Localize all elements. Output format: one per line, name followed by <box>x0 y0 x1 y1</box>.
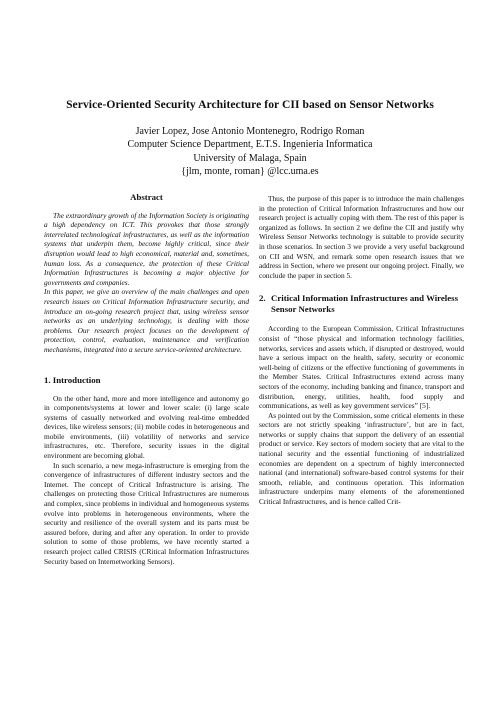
section2-paragraph-2: As pointed out by the Commission, some critical elements in these sectors are not strictly speaking ‘infrastructure’, but are in fact, networks or supply chains that support the delivery of an essential product or service. Key sectors of modern society that are vital to the national security and the essential functioning of industrialized economies are dependent on a spectrum of highly interconnected national (and international) software-based control systems for their smooth, reliable, and continuous operation. This information infrastructure underpins many elements of the aforementioned Critical Infrastructures, and is hence called Crit- <box>259 410 465 507</box>
left-column <box>44 193 249 566</box>
section-heading-introduction: 1. Introduction <box>44 374 101 385</box>
abstract-paragraph-2: In this paper, we give an overview of the main challenges and open research issues on Critical Information Infrastructure security, and introduce an on-going research project that, using wireless sensor networks as an underlying technology, is dealing with those problems. Our research project focuses on the development of protection, control, evaluation, maintenance and verification mechanisms, integrated into a secure service-oriented architecture. <box>44 287 249 354</box>
section-heading-2 <box>259 293 464 315</box>
intro-paragraph-3: Thus, the purpose of this paper is to introduce the main challenges in the protection of Critical Information Infrastructures and how our research project is actually coping with them. The rest of this paper is organized as follows. In section 2 we define the CII and justify why Wireless Sensor Networks technology is suitable to provide security in those scenarios. In section 3 we provide a very useful background on CII and WSN, and remark some open research issues that we address in Section, where we present our ongoing project. Finally, we conclude the paper in section 5. <box>259 194 464 280</box>
author-emails: {jlm, monte, roman} @lcc.uma.es <box>181 166 319 178</box>
section-2-title: Critical Information Infrastructures and Wireless Sensor Networks <box>271 293 459 315</box>
right-column <box>259 194 464 507</box>
paper-title: Service-Oriented Security Architecture for CII based on Sensor Networks <box>66 98 434 111</box>
abstract-paragraph-1: The extraordinary growth of the Information Society is originating a high dependency on ICT. This provokes that those strongly interrelated technological infrastructures, as well as the information systems that underpin them, become highly critical, since their disruption would lead to high economical, material and, sometimes, human loss. As a consequence, the protection of these Critical Information Infrastructures is becoming a major objective for governments and companies. <box>44 210 249 287</box>
author-university: University of Malaga, Spain <box>193 152 307 164</box>
section-2-number: 2. <box>259 293 266 304</box>
author-block <box>80 125 420 179</box>
author-department: Computer Science Department, E.T.S. Ingenieria Informatica <box>127 139 373 151</box>
intro-paragraph-2: In such scenario, a new mega-infrastructure is emerging from the convergence of infrastructures of different industry sectors and the Internet. The concept of Critical Infrastructure is arising. The challenges on protecting those Critical Infrastructures are numerous and complex, since problems in individual and homogeneous systems evolve into problems in heterogeneous environments, where the security and resilience of the overall system and its parts must be assured before, during and after any operation. In order to provide solution to some of those problems, we have recently started a research project called CRISIS (CRitical Information Infrastructures Security based on Internetworking Sensors). <box>44 460 249 566</box>
intro-paragraph-1: On the other hand, more and more intelligence and autonomy go in components/systems at lower and lower scale: (i) large scale systems of casually networked and evolving real-time embedded devices, like wireless sensors; (ii) mobile codes in heterogeneous and mobile environments, (iii) volatility of networks and service infrastructures, etc. Therefore, security issues in the digital environment are becoming global. <box>44 393 249 461</box>
author-names: Javier Lopez, Jose Antonio Montenegro, Rodrigo Roman <box>135 126 365 137</box>
abstract-heading: Abstract <box>130 192 163 202</box>
section2-paragraph-1: According to the European Commission, Critical Infrastructures consist of “those physical and information technology facilities, networks, services and assets which, if disrupted or destroyed, would have a serious impact on the health, safety, security or economic well-being of citizens or the effective functioning of governments in the Member States. Critical Infrastructures extend across many sectors of the economy, including banking and finance, transport and distribution, energy, utilities, health, food supply and communications, as well as key government services” [5]. <box>259 324 464 411</box>
